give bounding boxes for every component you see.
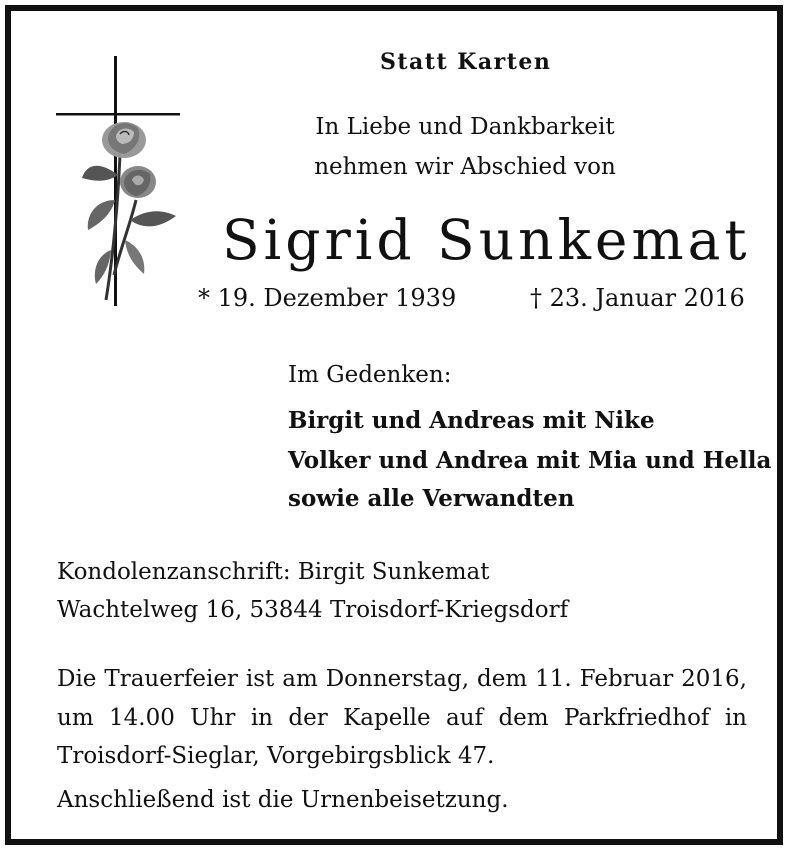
service-details: Die Trauerfeier ist am Donnerstag, dem 11. Februar 2016, um 14.00 Uhr in der Kapelle auf dem Parkfriedhof in Troisdorf-Sieglar, Vorgebirgsblick 47. (57, 666, 747, 769)
mourner-line: Volker und Andrea mit Mia und Hella (288, 447, 772, 474)
urn-burial-note: Anschließend ist die Urnenbeisetzung. (57, 787, 509, 813)
cross-with-roses-icon (48, 50, 188, 315)
mourner-line: sowie alle Verwandten (288, 485, 575, 512)
intro-line-2: nehmen wir Abschied von (314, 154, 616, 180)
condolence-address-line-2: Wachtelweg 16, 53844 Troisdorf-Kriegsdorf (57, 597, 569, 623)
death-date: † 23. Januar 2016 (530, 284, 745, 312)
condolence-address-line-1: Kondolenzanschrift: Birgit Sunkemat (57, 559, 490, 585)
deceased-name: Sigrid Sunkemat (222, 208, 751, 272)
memory-label: Im Gedenken: (288, 362, 452, 388)
intro-line-1: In Liebe und Dankbarkeit (315, 114, 615, 140)
birth-date: * 19. Dezember 1939 (198, 284, 457, 312)
mourner-line: Birgit und Andreas mit Nike (288, 407, 655, 434)
header-text: Statt Karten (380, 49, 552, 75)
